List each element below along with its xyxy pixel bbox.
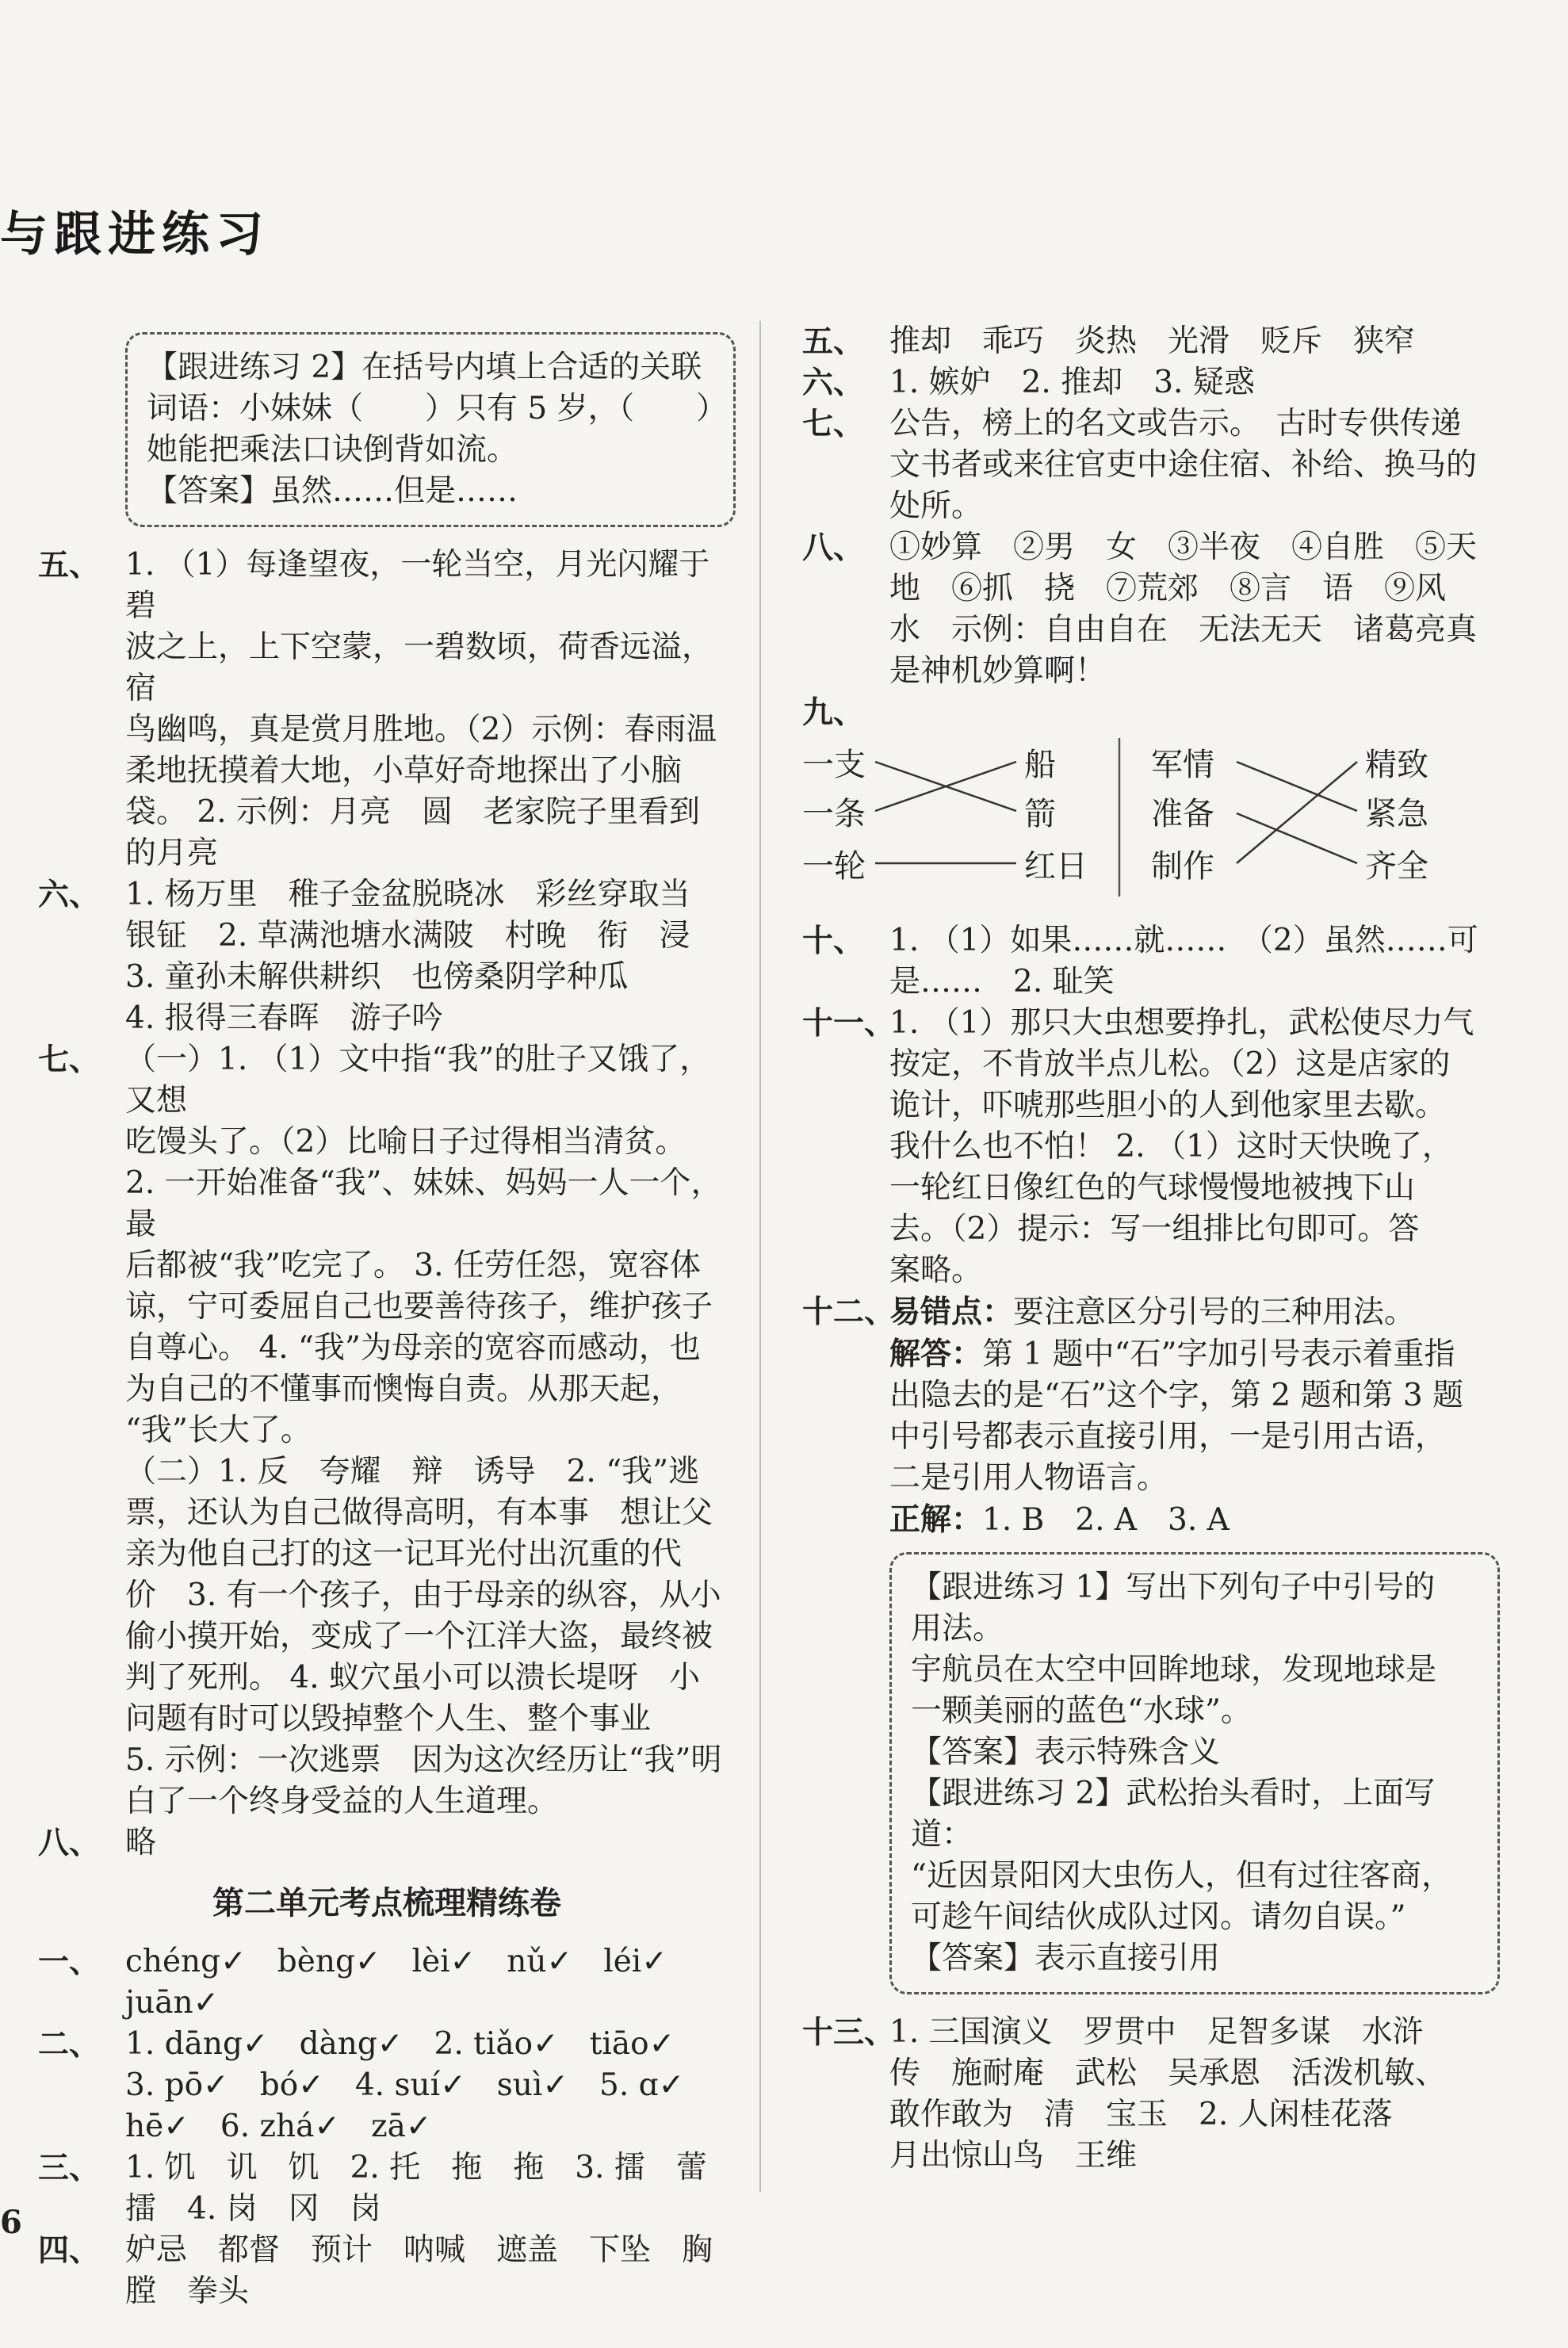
review-2 (38, 2024, 736, 2147)
answer-line: 二是引用人物语言。 (889, 1460, 1168, 1496)
answer-line: 1. （1）如果……就…… （2）虽然……可 (889, 923, 1478, 958)
section-title: 第二单元考点梳理精练卷 (212, 1885, 561, 1922)
answer-line: chéng✓ bèng✓ lèi✓ nǔ✓ léi✓ (125, 1944, 667, 1979)
answer-line: 价 3. 有一个孩子，由于母亲的纵容，从小 (125, 1577, 721, 1613)
item-number: 五、 (38, 547, 101, 583)
answer-line: 推却 乖巧 炎热 光滑 贬斥 狭窄 (889, 323, 1416, 359)
box-line: 一颗美丽的蓝色“水球”。 (911, 1693, 1252, 1729)
item-number: 三、 (38, 2150, 101, 2186)
item-number: 九、 (802, 694, 865, 731)
answer-line: 2. 一开始准备“我”、妹妹、妈妈一人一个，最 (125, 1165, 722, 1242)
answer-line: 略 (125, 1825, 157, 1860)
review-11 (802, 1003, 1500, 1291)
match-right-a: 准备 (1151, 796, 1214, 832)
match-left-b: 船 (1024, 747, 1056, 783)
box-line: 她能把乘法口诀倒背如流。 (147, 432, 518, 468)
answer-line: 文书者或来往官吏中途住宿、补给、换马的 (889, 447, 1478, 483)
answer-line: 1. （1）每逢望夜，一轮当空，月光闪耀于碧 (125, 547, 710, 624)
review-3 (38, 2147, 736, 2230)
item-number: 七、 (802, 406, 865, 442)
box-line: 用法。 (911, 1611, 1004, 1646)
page-header: 与跟进练习 (0, 207, 270, 262)
item-number: 十三、 (802, 2014, 896, 2051)
box-line: 【答案】虽然……但是…… (147, 473, 518, 509)
answer-line: 我什么也不怕！ 2. （1）这时天快晚了， (889, 1129, 1453, 1164)
match-right-b: 齐全 (1365, 848, 1428, 885)
item-number: 十、 (802, 923, 865, 959)
item-number: 十一、 (802, 1005, 896, 1042)
match-left-a: 一条 (802, 796, 866, 832)
correct-answer-label: 正解： (889, 1501, 983, 1538)
answer-line: 白了一个终身受益的人生道理。 (125, 1784, 559, 1819)
item-number: 六、 (802, 365, 865, 401)
box-line: 【跟进练习 2】武松抬头看时，上面写道： (911, 1776, 1436, 1853)
answer-line: juān✓ (125, 1985, 220, 2021)
answer-line: 中引号都表示直接引用，一是引用古语， (889, 1419, 1447, 1455)
answer-line: 3. pō✓ bó✓ 4. suí✓ suì✓ 5. ɑ✓ (125, 2067, 685, 2103)
review-6 (802, 362, 1500, 403)
answer-line: 4. 报得三春晖 游子吟 (125, 1000, 443, 1036)
answer-line: 擂 4. 岗 冈 岗 (125, 2191, 381, 2227)
item-number: 四、 (38, 2232, 101, 2269)
match-right-a: 制作 (1151, 848, 1214, 885)
answer-line: 妒忌 都督 预计 呐喊 遮盖 下坠 胸 (125, 2232, 713, 2268)
answer-line: 地 ⑥抓 挠 ⑦荒郊 ⑧言 语 ⑨风 (889, 571, 1447, 606)
match-left-a: 一轮 (802, 848, 866, 885)
answer-line: 柔地抚摸着大地，小草好奇地探出了小脑 (125, 753, 683, 789)
answer-line: 敢作敢为 清 宝玉 2. 人闲桂花落 (889, 2097, 1393, 2132)
answer-line: 诡计，吓唬那些胆小的人到他家里去歇。 (889, 1088, 1447, 1123)
error-point-text: 要注意区分引号的三种用法。 (1013, 1294, 1416, 1330)
review-1 (38, 1941, 736, 2024)
answer-line: 1. dāng✓ dàng✓ 2. tiǎo✓ tiāo✓ (125, 2026, 675, 2062)
answer-line: 处所。 (889, 488, 983, 524)
box-line: 【跟进练习 1】写出下列句子中引号的 (911, 1570, 1436, 1605)
answer-line: 自尊心。 4. “我”为母亲的宽容而感动，也 (125, 1330, 701, 1366)
answer-line: 1. （1）那只大虫想要挣扎，武松使尽力气 (889, 1005, 1474, 1041)
practice-box-1 (125, 332, 736, 527)
answer-line: 袋。 2. 示例：月亮 圆 老家院子里看到 (125, 794, 701, 830)
answer-line: 鸟幽鸣，真是赏月胜地。（2）示例：春雨温 (125, 712, 717, 748)
answer-line: 1. 嫉妒 2. 推却 3. 疑惑 (889, 365, 1255, 400)
answer-7 (38, 1039, 736, 1822)
review-13 (802, 2012, 1500, 2177)
answer-line: 吃馒头了。（2）比喻日子过得相当清贫。 (125, 1124, 686, 1160)
answer-line: 偷小摸开始，变成了一个江洋大盗，最终被 (125, 1619, 713, 1654)
box-line: 【跟进练习 2】在括号内填上合适的关联 (147, 350, 702, 385)
match-right-b: 精致 (1365, 747, 1428, 783)
answer-line: （一）1. （1）文中指“我”的肚子又饿了，又想 (125, 1042, 711, 1119)
answer-5 (38, 545, 736, 874)
review-12 (802, 1291, 1500, 1541)
answer-line: 票，还认为自己做得高明，有本事 想让父 (125, 1495, 713, 1531)
box-line: 【答案】表示直接引用 (911, 1941, 1221, 1976)
item-number: 一、 (38, 1944, 101, 1980)
answer-line: hē✓ 6. zhá✓ zā✓ (125, 2109, 432, 2144)
review-5 (802, 321, 1500, 362)
review-7 (802, 403, 1500, 527)
box-line: 可趁午间结伙成队过冈。请勿自误。” (911, 1899, 1406, 1935)
answer-6 (38, 874, 736, 1039)
answer-line: 1. 饥 讥 饥 2. 托 拖 拖 3. 擂 蕾 (125, 2150, 707, 2185)
practice-box-2 (889, 1552, 1500, 1994)
item-number: 六、 (38, 877, 101, 913)
answer-line: 出隐去的是“石”这个字，第 2 题和第 3 题 (889, 1378, 1464, 1413)
answer-line: 公告，榜上的名文或告示。 古时专供传递 (889, 406, 1462, 442)
box-line: 【答案】表示特殊含义 (911, 1734, 1221, 1770)
review-8 (802, 527, 1500, 692)
box-line: “近因景阳冈大虫伤人，但有过往客商， (911, 1858, 1452, 1894)
item-number: 二、 (38, 2026, 101, 2063)
match-left-b: 箭 (1024, 796, 1056, 832)
right-column (802, 321, 1500, 2177)
answer-line: 膛 拳头 (125, 2273, 250, 2309)
answer-line: 判了死刑。 4. 蚁穴虽小可以溃长堤呀 小 (125, 1660, 701, 1696)
answer-line: 是…… 2. 耻笑 (889, 964, 1115, 1000)
answer-line: 银钲 2. 草满池塘水满陂 村晚 衔 浸 (125, 918, 690, 954)
answer-line: 案略。 (889, 1252, 983, 1288)
answer-line: 按定，不肯放半点儿松。（2）这是店家的 (889, 1046, 1451, 1082)
answer-line: 为自己的不懂事而懊悔自责。从那天起， (125, 1371, 683, 1407)
item-number: 八、 (802, 530, 865, 566)
answer-line: 3. 童孙未解供耕织 也傍桑阴学种瓜 (125, 959, 629, 995)
match-right-a: 军情 (1151, 747, 1214, 783)
answer-line: 5. 示例：一次逃票 因为这次经历让“我”明 (125, 1742, 722, 1778)
left-column (38, 321, 736, 2312)
matching-diagram (802, 738, 1500, 912)
answer-8 (38, 1822, 736, 1864)
item-number: 八、 (38, 1825, 101, 1861)
answer-line: 的月亮 (125, 836, 219, 871)
answer-line: 波之上，上下空蒙，一碧数顷，荷香远溢，宿 (125, 629, 713, 706)
solution-text: 第 1 题中“石”字加引号表示着重指 (982, 1337, 1455, 1372)
item-number: 五、 (802, 323, 865, 360)
answer-line: 一轮红日像红色的气球慢慢地被拽下山 (889, 1170, 1416, 1206)
answer-line: 1. 三国演义 罗贯中 足智多谋 水浒 (889, 2014, 1424, 2050)
answer-line: ①妙算 ②男 女 ③半夜 ④自胜 ⑤天 (889, 530, 1478, 565)
answer-line: 1. 杨万里 稚子金盆脱晓冰 彩丝穿取当 (125, 877, 690, 912)
answer-line: 谅，宁可委屈自己也要善待孩子，维护孩子 (125, 1289, 713, 1325)
answer-line: 问题有时可以毁掉整个人生、整个事业 (125, 1701, 652, 1737)
box-line: 词语：小妹妹（ ）只有 5 岁，（ ） (147, 391, 728, 426)
answer-line: 亲为他自己打的这一记耳光付出沉重的代 (125, 1536, 683, 1572)
error-point-label: 易错点： (889, 1294, 1014, 1330)
match-right-b: 紧急 (1365, 796, 1428, 832)
answer-line: 去。（2）提示：写一组排比句即可。答 (889, 1211, 1420, 1247)
box-line: 宇航员在太空中回眸地球，发现地球是 (911, 1652, 1437, 1688)
match-left-a: 一支 (802, 747, 866, 783)
item-number: 七、 (38, 1042, 101, 1078)
column-divider (759, 321, 761, 2192)
answer-line: 月出惊山鸟 王维 (889, 2138, 1138, 2174)
answer-line: （二）1. 反 夸耀 辩 诱导 2. “我”逃 (125, 1454, 700, 1489)
page-number: 6 (0, 2204, 22, 2241)
solution-label: 解答： (889, 1336, 983, 1372)
answer-line: 后都被“我”吃完了。 3. 任劳任怨，宽容体 (125, 1248, 701, 1283)
answer-line: 水 示例：自由自在 无法无天 诸葛亮真 (889, 612, 1478, 648)
review-10 (802, 920, 1500, 1003)
review-9 (802, 692, 1500, 733)
match-left-b: 红日 (1024, 848, 1088, 885)
item-number: 十二、 (802, 1294, 896, 1330)
answer-line: “我”长大了。 (125, 1413, 312, 1448)
correct-answer-text: 1. B 2. A 3. A (982, 1502, 1230, 1538)
review-4 (38, 2230, 736, 2312)
answer-line: 是神机妙算啊！ (889, 653, 1107, 689)
answer-line: 传 施耐庵 武松 吴承恩 活泼机敏、 (889, 2055, 1447, 2091)
